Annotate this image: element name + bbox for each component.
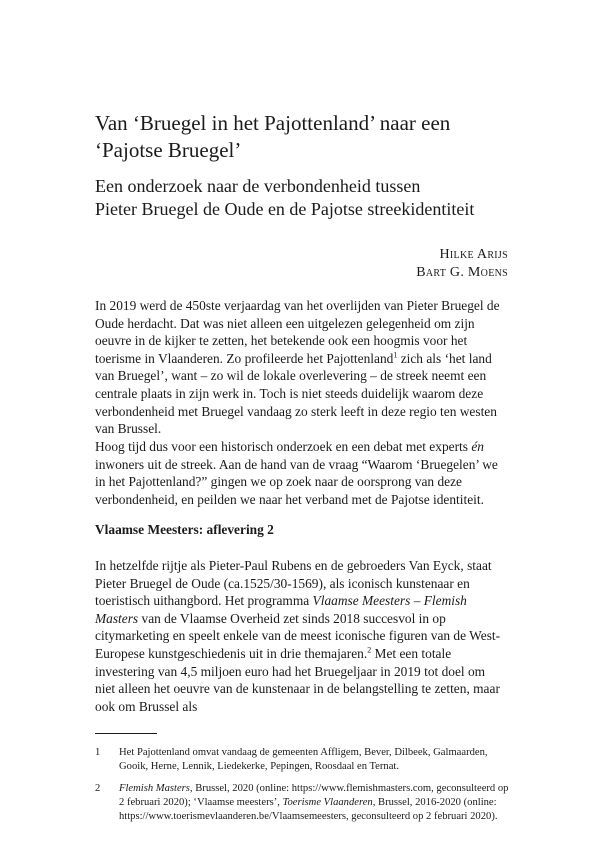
second-paragraph [95,438,507,508]
paragraph-text: Met een totale investering van 4,5 miljoen euro had het Bruegeljaar in 2019 tot doel om niet alleen het oeuvre van de kunstenaar in de belangstelling te zetten, maar ook om Brussel als [95,645,500,714]
footnote-2 [95,782,510,824]
paragraph-text: In hetzelfde rijtje als Pieter-Paul Rubens en de gebroeders Van Eyck, staat Pieter Bruegel de Oude (ca.1525/30-1569), als iconisch kunstenaar en toeristisch uithangbord. Het programma [95,558,492,609]
paragraph-text: In 2019 werd de 450ste verjaardag van het overlijden van Pieter Bruegel de Oude herdacht. Dat was niet alleen een uitgelezen gelegenheid om zijn oeuvre in de kijker te zetten, het betekende ook een hoogmis voor het toerisme in Vlaanderen. Zo profileerde het Pajottenland [95,298,500,366]
intro-paragraph [95,297,507,438]
footnote-text: Het Pajottenland omvat vandaag de gemeenten Affligem, Bever, Dilbeek, Galmaarden, Gooik, Herne, Lennik, Liedekerke, Pepingen, Roosdaal en Ternat. [119,747,488,772]
paragraph-text: Hoog tijd dus voor een historisch onderzoek en een debat met experts [95,439,472,454]
footnote-divider [95,733,157,734]
footnote-text-part: , Brussel, 2020 (online: https://www.flemishmasters.com, geconsulteerd op 2 februari 2020); ‘Vlaamse meesters’, [119,783,509,808]
footnote-ref-2[interactable]: 2 [367,645,372,655]
footnote-ref-1[interactable]: 1 [393,350,398,360]
subtitle-line-1: Een onderzoek naar de verbondenheid tussen [95,176,421,196]
paragraph-text: van de Vlaamse Overheid zet sinds 2018 succesvol in op citymarketing en speelt enkele van de meest iconische figuren van de West-Europese kunstgeschiedenis uit in drie themajaren. [95,610,501,661]
emphasis-text: én [471,439,484,454]
footnote-text-part: , Brussel, 2016-2020 (online: https://www.toerismevlaanderen.be/Vlaamsemeesters, geconsulteerd op 2 februari 2020). [119,797,498,822]
author-name: Bart G. Moens [416,265,508,280]
page-subtitle [95,175,535,221]
author-list [416,246,508,282]
footnote-emphasis: Flemish Masters [119,783,190,794]
paragraph-text: inwoners uit de streek. Aan de hand van de vraag “Waarom ‘Bruegelen’ we in het Pajottenland?” gingen we op zoek naar de oorsprong van deze verbondenheid, en peilden we naar het verband met de Pajotse identiteit. [95,456,498,507]
footnote-emphasis: Toerisme Vlaanderen [282,797,373,808]
author-name: Hilke Arijs [439,247,508,262]
page-title: Van ‘Bruegel in het Pajottenland’ naar een ‘Pajotse Bruegel’ [95,111,451,162]
footnote-1 [95,746,510,774]
program-title: Vlaamse Meesters – Flemish Masters [95,593,467,626]
footnote-text [119,782,510,824]
paragraph-text: zich als ‘het land van Bruegel’, want – zo wil de lokale overlevering – de streek neemt een centrale plaats in zijn werk in. Toch is niet steeds duidelijk waarom deze verbondenheid met Bruegel vandaag zo sterk leeft in deze regio ten westen van Brussel. [95,350,497,437]
footnote-number: 2 [95,783,101,794]
section-heading: Vlaamse Meesters: aflevering 2 [95,522,274,537]
subtitle-line-2: Pieter Bruegel de Oude en de Pajotse streekidentiteit [95,199,475,219]
footnote-number: 1 [95,747,101,758]
section-paragraph [95,557,507,715]
